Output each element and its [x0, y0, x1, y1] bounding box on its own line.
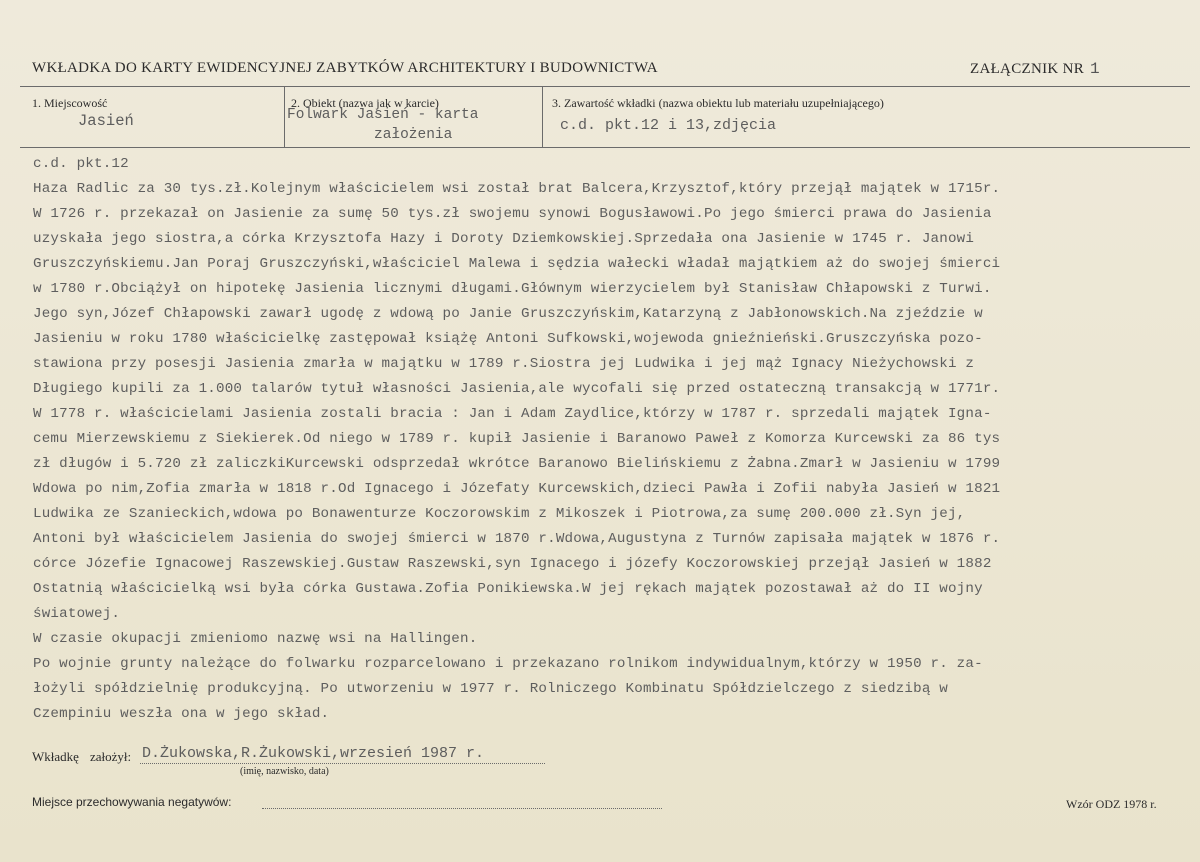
header-rule-top	[20, 86, 1190, 87]
prepared-value: D.Żukowska,R.Żukowski,wrzesień 1987 r.	[142, 745, 485, 762]
negatives-dotted-line	[262, 808, 662, 809]
object-label: 2. Obiekt (nazwa jak w karcie)	[291, 96, 439, 110]
typed-body-text	[33, 152, 1193, 727]
body-line: Ostatnią właścicielką wsi była córka Gustawa.Zofia Ponikiewska.W jej rękach majątek pozostawał aż do II wojny	[33, 581, 983, 597]
annex-number: 1	[1090, 60, 1100, 78]
locality-value: Jasień	[78, 112, 134, 130]
body-line: Czempiniu weszła ona w jego skład.	[33, 706, 330, 722]
insert-label: Wkładkę	[32, 749, 79, 764]
body-line: Długiego kupili za 1.000 talarów tytuł własności Jasienia,ale wycofali się przed ostateczną transakcją w 1771r.	[33, 381, 1001, 397]
body-line: stawiona przy posesji Jasienia zmarła w majątku w 1789 r.Siostra jej Ludwika i jej mąż Ignacy Nieżychowski z	[33, 356, 975, 372]
body-line: Po wojnie grunty należące do folwarku rozparcelowano i przekazano rolnikom indywidualnym,którzy w 1950 r. za-	[33, 656, 983, 672]
object-value-line2: założenia	[374, 127, 453, 143]
form-code: Wzór ODZ 1978 r.	[1066, 797, 1157, 811]
body-line: w 1780 r.Obciążył on hipotekę Jasienia licznymi długami.Głównym wierzycielem był Stanisław Chłapowski z Turwi.	[33, 281, 992, 297]
body-line: W czasie okupacji zmieniomo nazwę wsi na Hallingen.	[33, 631, 478, 647]
column-divider-1	[284, 87, 285, 147]
body-line: światowej.	[33, 606, 121, 622]
body-line: Ludwika ze Szanieckich,wdowa po Bonawenturze Koczorowskim z Mikoszek i Piotrowa,za sumę 200.000 zł.Syn jej,	[33, 506, 966, 522]
contents-label: 3. Zawartość wkładki (nazwa obiektu lub materiału uzupełniającego)	[552, 96, 884, 110]
prepared-dotted-line	[140, 763, 545, 764]
header-rule-bottom	[20, 147, 1190, 148]
annex-heading	[970, 60, 1100, 78]
card-title: WKŁADKA DO KARTY EWIDENCYJNEJ ZABYTKÓW ARCHITEKTURY I BUDOWNICTWA	[32, 60, 658, 76]
body-line: W 1726 r. przekazał on Jasienie za sumę 50 tys.zł swojemu synowi Bogusławowi.Po jego śmierci prawa do Jasienia	[33, 206, 992, 222]
body-line: zł długów i 5.720 zł zaliczkiKurcewski odsprzedał wkrótce Baranowo Bielińskiemu z Żabna.Zmarł w Jasieniu w 1799	[33, 456, 1001, 472]
negatives-label: Miejsce przechowywania negatywów:	[32, 795, 232, 809]
body-line: c.d. pkt.12	[33, 156, 129, 172]
contents-value: c.d. pkt.12 i 13,zdjęcia	[560, 117, 777, 134]
body-line: Haza Radlic za 30 tys.zł.Kolejnym właścicielem wsi został brat Balcera,Krzysztof,który przejął majątek w 1715r.	[33, 181, 1001, 197]
prepared-label: założył:	[90, 749, 132, 764]
body-line: cemu Mierzewskiemu z Siekierek.Od niego w 1789 r. kupił Jasienie i Baranowo Paweł z Komorza Kurcewski za 86 tys	[33, 431, 1001, 447]
body-line: Wdowa po nim,Zofia zmarła w 1818 r.Od Ignacego i Józefaty Kurcewskich,dzieci Pawła i Zofii nabyła Jasień w 1821	[33, 481, 1001, 497]
body-line: Gruszczyńskiemu.Jan Poraj Gruszczyński,właściciel Malewa i sędzia wałecki władał majątkiem aż do swojej śmierci	[33, 256, 1001, 272]
body-line: Jego syn,Józef Chłapowski zawarł ugodę z wdową po Janie Gruszczyńskim,Katarzyną z Jabłonowskich.Na zjeździe w	[33, 306, 983, 322]
column-divider-2	[542, 87, 543, 147]
body-line: Antoni był właścicielem Jasienia do swojej śmierci w 1870 r.Wdowa,Augustyna z Turnów zapisała majątek w 1876 r.	[33, 531, 1001, 547]
body-line: Jasieniu w roku 1780 właścicielkę zastępował książę Antoni Sufkowski,wojewoda gnieźnieński.Gruszczyńska pozo-	[33, 331, 983, 347]
body-line: łożyli spółdzielnię produkcyjną. Po utworzeniu w 1977 r. Rolniczego Kombinatu Spółdzielczego z siedzibą w	[33, 681, 948, 697]
annex-label: ZAŁĄCZNIK NR	[970, 61, 1085, 77]
object-value-line1: Folwark Jasień - karta	[287, 107, 479, 123]
body-line: W 1778 r. właścicielami Jasienia zostali bracia : Jan i Adam Zaydlice,którzy w 1787 r. sprzedali majątek Igna-	[33, 406, 992, 422]
prepared-hint: (imię, nazwisko, data)	[240, 766, 329, 777]
locality-label: 1. Miejscowość	[32, 96, 108, 110]
body-line: córce Józefie Ignacowej Raszewskiej.Gustaw Raszewski,syn Ignacego i józefy Koczorowskiej przejął Jasień w 1882	[33, 556, 992, 572]
body-line: uzyskała jego siostra,a córka Krzysztofa Hazy i Doroty Dziemkowskiej.Sprzedała ona Jasienie w 1745 r. Janowi	[33, 231, 975, 247]
